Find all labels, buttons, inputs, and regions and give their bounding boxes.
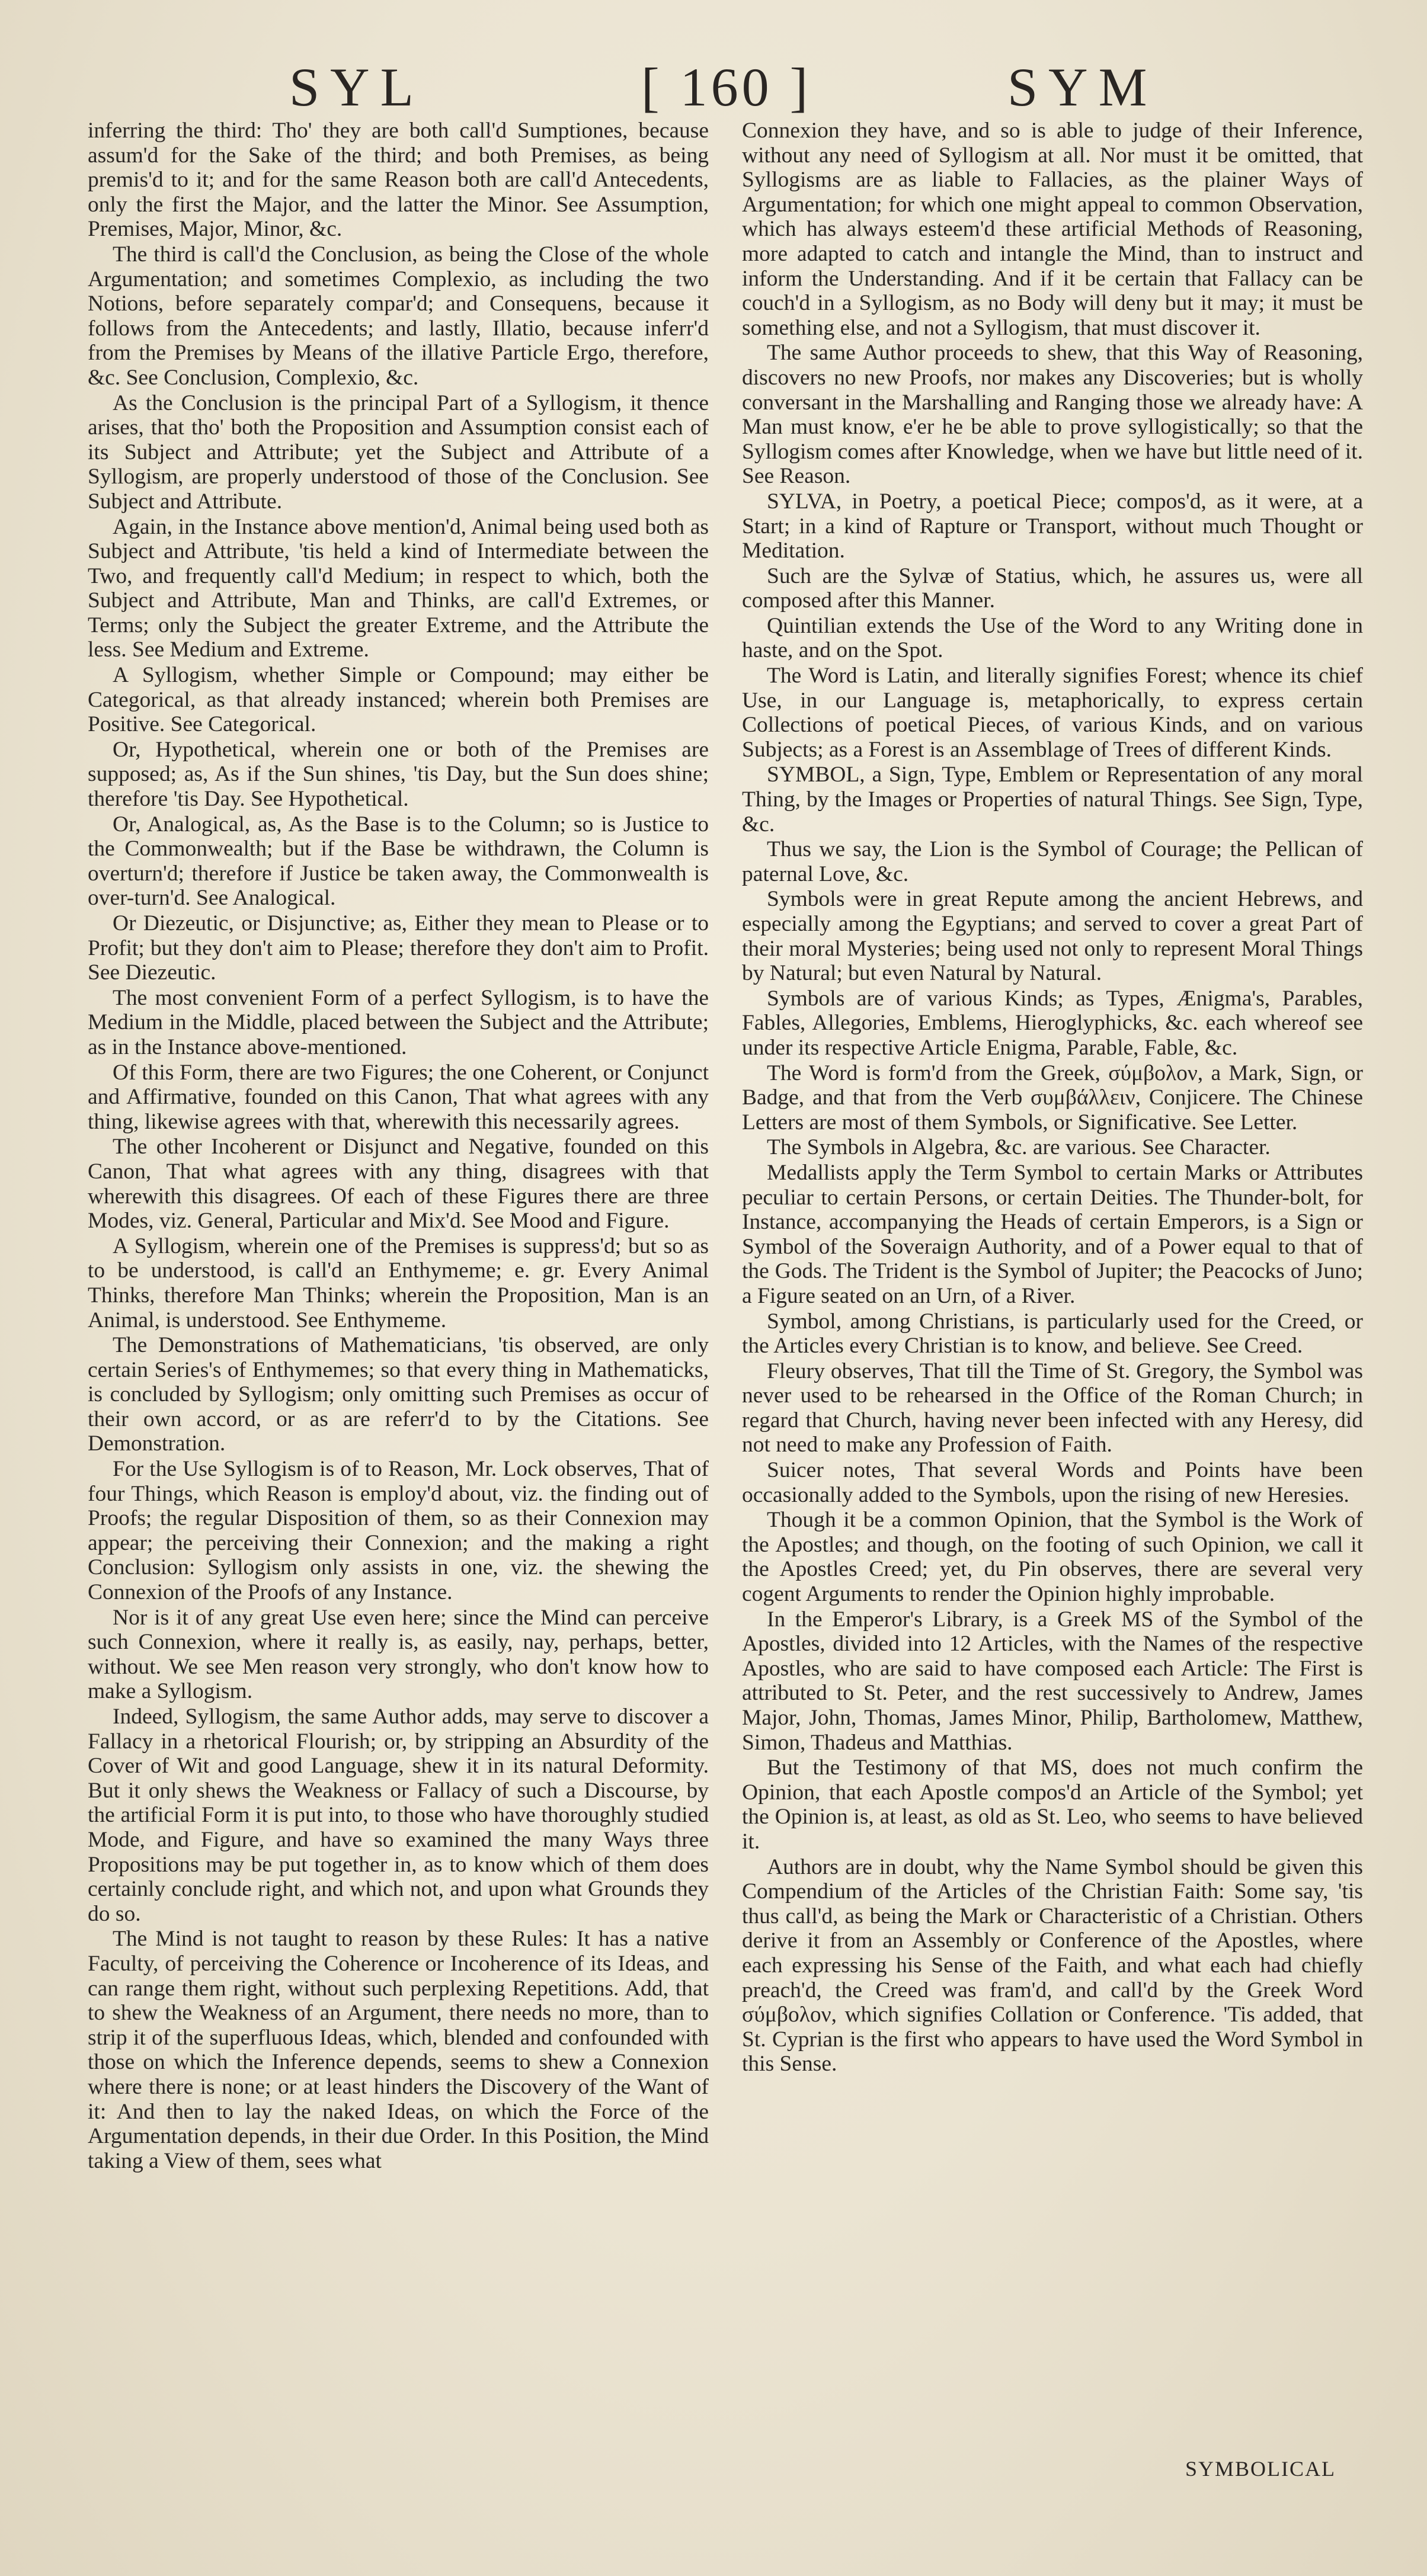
running-head-left: SYL — [289, 57, 424, 117]
paragraph: Such are the Sylvæ of Statius, which, he assures us, were all composed after this Manner. — [742, 563, 1363, 613]
paragraph: Or Diezeutic, or Disjunctive; as, Either they mean to Please or to Profit; but they don't aim to Please; therefore they don't aim to Profit. See Diezeutic. — [88, 911, 709, 985]
paragraph: Medallists apply the Term Symbol to certain Marks or Attributes peculiar to certain Persons, or certain Deities. The Thunder-bolt, for Instance, accompanying the Heads of certain Emperors, is a Sign or Symbol of the Soveraign Authority, and of a Power equal to that of the Gods. The Trident is the Symbol of Jupiter; the Peacocks of Juno; a Figure seated on an Urn, of a River. — [742, 1160, 1363, 1308]
paragraph: The most convenient Form of a perfect Syllogism, is to have the Medium in the Middle, placed between the Subject and the Attribute; as in the Instance above-mentioned. — [88, 985, 709, 1059]
paragraph: Nor is it of any great Use even here; since the Mind can perceive such Connexion, where it really is, as easily, nay, perhaps, better, without. We see Men reason very strongly, who don't know how to make a Syllogism. — [88, 1605, 709, 1704]
paragraph: Or, Hypothetical, wherein one or both of the Premises are supposed; as, As if the Sun shines, 'tis Day, but the Sun does shine; therefore 'tis Day. See Hypothetical. — [88, 737, 709, 812]
paragraph: But the Testimony of that MS, does not much confirm the Opinion, that each Apostle compos'd an Article of the Symbol; yet the Opinion is, at least, as old as St. Leo, who seems to have believed it. — [742, 1755, 1363, 1854]
paragraph: Thus we say, the Lion is the Symbol of Courage; the Pellican of paternal Love, &c. — [742, 837, 1363, 886]
page-number: [ 160 ] — [641, 57, 812, 117]
paragraph: Again, in the Instance above mention'd, Animal being used both as Subject and Attribute, 'tis held a kind of Intermediate between the Two, and frequently call'd Medium; in respect to which, both the Subject and Attribute, Man and Thinks, are call'd Extremes, or Terms; only the Subject the greater Extreme, and the Attribute the less. See Medium and Extreme. — [88, 514, 709, 662]
paragraph: The Demonstrations of Mathematicians, 'tis observed, are only certain Series's of Enthymemes; so that every thing in Mathematicks, is concluded by Syllogism; only omitting such Premises as occur of their own accord, or as are referr'd to by the Citations. See Demonstration. — [88, 1333, 709, 1456]
paragraph: The Word is Latin, and literally signifies Forest; whence its chief Use, in our Language is, metaphorically, to express certain Collections of poetical Pieces, of various Kinds, and on various Subjects; as a Forest is an Assemblage of Trees of different Kinds. — [742, 664, 1363, 762]
right-column — [742, 118, 1363, 2512]
running-head — [0, 55, 1427, 120]
paragraph: A Syllogism, wherein one of the Premises is suppress'd; but so as to be understood, is call'd an Enthymeme; e. gr. Every Animal Thinks, therefore Man Thinks; wherein the Proposition, Man is an Animal, is understood. See Enthymeme. — [88, 1233, 709, 1332]
paragraph: The same Author proceeds to shew, that this Way of Reasoning, discovers no new Proofs, nor makes any Discoveries; but is wholly conversant in the Marshalling and Ranging those we already have: A Man must know, e'er he be able to prove syllogistically; so that the Syllogism comes after Knowledge, when we have but little need of it. See Reason. — [742, 341, 1363, 489]
paragraph: Fleury observes, That till the Time of St. Gregory, the Symbol was never used to be rehearsed in the Office of the Roman Church; in regard that Church, having never been infected with any Heresy, did not need to make any Profession of Faith. — [742, 1359, 1363, 1457]
paragraph: Indeed, Syllogism, the same Author adds, may serve to discover a Fallacy in a rhetorical Flourish; or, by stripping an Absurdity of the Cover of Wit and good Language, shew it in its natural Deformity. But it only shews the Weakness or Fallacy of such a Discourse, by the artificial Form it is put into, to those who have thoroughly studied Mode, and Figure, and have so examined the many Ways three Propositions may be put together in, as to know which of them does certainly conclude right, and which not, and upon what Grounds they do so. — [88, 1704, 709, 1926]
paragraph: Connexion they have, and so is able to judge of their Inference, without any need of Syllogism at all. Nor must it be omitted, that Syllogisms are as liable to Fallacies, as the plainer Ways of Argumentation; for which one might appeal to common Observation, which has always esteem'd these artificial Methods of Reasoning, more adapted to catch and intangle the Mind, than to instruct and inform the Understanding. And if it be certain that Fallacy can be couch'd in a Syllogism, as no Body will deny but it may; it must be something else, and not a Syllogism, that must discover it. — [742, 118, 1363, 340]
entry-sylva: SYLVA, in Poetry, a poetical Piece; compos'd, as it were, at a Start; in a kind of Rapture or Transport, without much Thought or Meditation. — [742, 489, 1363, 563]
paragraph: The Symbols in Algebra, &c. are various. See Character. — [767, 1135, 1271, 1160]
left-column — [88, 118, 709, 2512]
entry-symbol: SYMBOL, a Sign, Type, Emblem or Representation of any moral Thing, by the Images or Properties of natural Things. See Sign, Type, &c. — [742, 762, 1363, 837]
paragraph: Or, Analogical, as, As the Base is to the Column; so is Justice to the Commonwealth; but if the Base be withdrawn, the Column is overturn'd; therefore if Justice be taken away, the Commonwealth is over-turn'd. See Analogical. — [88, 812, 709, 911]
paragraph: Of this Form, there are two Figures; the one Coherent, or Conjunct and Affirmative, founded on this Canon, That what agrees with any thing, likewise agrees with that, wherewith this necessarily agrees. — [88, 1060, 709, 1134]
paragraph: The other Incoherent or Disjunct and Negative, founded on this Canon, That what agrees with any thing, disagrees with that wherewith this disagrees. Of each of these Figures there are three Modes, viz. General, Particular and Mix'd. See Mood and Figure. — [88, 1135, 709, 1233]
paragraph: Authors are in doubt, why the Name Symbol should be given this Compendium of the Articles of the Christian Faith: Some say, 'tis thus call'd, as being the Mark or Characteristic of a Christian. Others derive it from an Assembly or Conference of the Apostles, where each expressing his Sense of the Faith, and what each had chiefly preach'd, the Creed was fram'd, and call'd by the Greek Word σύμβολον, which signifies Collation or Conference. 'Tis added, that St. Cyprian is the first who appears to have used the Word Symbol in this Sense. — [742, 1854, 1363, 2077]
paragraph: Quintilian extends the Use of the Word to any Writing done in haste, and on the Spot. — [742, 613, 1363, 663]
paragraph: Suicer notes, That several Words and Points have been occasionally added to the Symbols, upon the rising of new Heresies. — [742, 1458, 1363, 1507]
paragraph: As the Conclusion is the principal Part of a Syllogism, it thence arises, that tho' both the Proposition and Assumption consist each of its Subject and Attribute; yet the Subject and Attribute of a Syllogism, are properly understood of those of the Conclusion. See Subject and Attribute. — [88, 390, 709, 514]
paragraph: inferring the third: Tho' they are both call'd Sumptiones, because assum'd for the Sake of the third; and both Premises, as being premis'd to it; and for the same Reason both are call'd Antecedents, only the first the Major, and the latter the Minor. See Assumption, Premises, Major, Minor, &c. — [88, 118, 709, 242]
paragraph: For the Use Syllogism is of to Reason, Mr. Lock observes, That of four Things, which Reason is employ'd about, viz. the finding out of Proofs; the regular Disposition of them, so as their Connexion may appear; the perceiving their Connexion; and the making a right Conclusion: Syllogism only assists in one, viz. the shewing the Connexion of the Proofs of any Instance. — [88, 1457, 709, 1605]
paragraph: The Word is form'd from the Greek, σύμβολον, a Mark, Sign, or Badge, and that from the Verb συμβάλλειν, Conjicere. The Chinese Letters are most of them Symbols, or Significative. See Letter. — [742, 1060, 1363, 1135]
paragraph: The third is call'd the Conclusion, as being the Close of the whole Argumentation; and sometimes Complexio, as including the two Notions, before separately compar'd; and Consequens, because it follows from the Antecedents; and lastly, Illatio, because inferr'd from the Premises by Means of the illative Particle Ergo, therefore, &c. See Conclusion, Complexio, &c. — [88, 242, 709, 390]
paragraph: Symbol, among Christians, is particularly used for the Creed, or the Articles every Christian is to know, and believe. See Creed. — [742, 1309, 1363, 1359]
paragraph: A Syllogism, whether Simple or Compound; may either be Categorical, as that already instanced; wherein both Premises are Positive. See Categorical. — [88, 663, 709, 737]
paragraph: Symbols were in great Repute among the ancient Hebrews, and especially among the Egyptians; and served to cover a great Part of their moral Mysteries; being used not only to represent Moral Things by Natural; but even Natural by Natural. — [742, 887, 1363, 986]
catchword: SYMBOLICAL — [1185, 2457, 1336, 2481]
paragraph: The Mind is not taught to reason by these Rules: It has a native Faculty, of perceiving the Coherence or Incoherence of its Ideas, and can range them right, without such perplexing Repetitions. Add, that to shew the Weakness of an Argument, there needs no more, than to strip it of the superfluous Ideas, which, blended and confounded with those on which the Inference depends, seems to shew a Connexion where there is none; or at least hinders the Discovery of the Want of it: And then to lay the naked Ideas, on which the Force of the Argumentation depends, in their due Order. In this Position, the Mind taking a View of them, sees what — [88, 1927, 709, 2173]
running-head-right: SYM — [1007, 57, 1158, 117]
paragraph: Symbols are of various Kinds; as Types, Ænigma's, Parables, Fables, Allegories, Emblems, Hieroglyphicks, &c. each whereof see under its respective Article Enigma, Parable, Fable, &c. — [742, 986, 1363, 1060]
paragraph: Though it be a common Opinion, that the Symbol is the Work of the Apostles; and though, on the footing of such Opinion, we call it the Apostles Creed; yet, du Pin observes, there are several very cogent Arguments to render the Opinion highly improbable. — [742, 1508, 1363, 1607]
paragraph: In the Emperor's Library, is a Greek MS of the Symbol of the Apostles, divided into 12 Articles, with the Names of the respective Apostles, who are said to have composed each Article: The First is attributed to St. Peter, and the rest successively to Andrew, James Major, John, Thomas, James Minor, Philip, Bartholomew, Matthew, Simon, Thadeus and Matthias. — [742, 1607, 1363, 1755]
